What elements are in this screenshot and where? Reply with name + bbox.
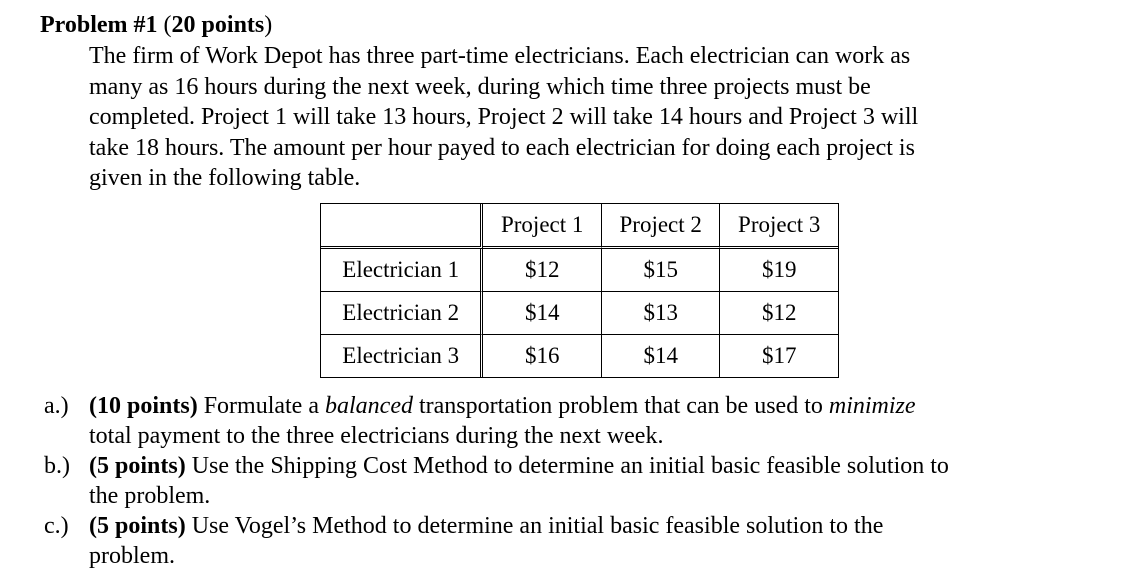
- part-a-text: transportation problem that can be used to: [412, 393, 829, 419]
- part-a: [44, 391, 949, 451]
- part-c-tag: c.): [44, 513, 69, 539]
- row-label-electrician-2: Electrician 2: [321, 292, 483, 335]
- table-cell: $12: [720, 292, 838, 335]
- part-c: [44, 511, 949, 571]
- intro-line: completed. Project 1 will take 13 hours, Project 2 will take 14 hours and Project 3 will: [89, 104, 919, 130]
- table-row: [321, 335, 838, 377]
- pay-table-container: [320, 203, 839, 378]
- part-c-line-1: [89, 511, 949, 541]
- part-a-text: Formulate a: [197, 393, 325, 419]
- part-b-line-1: [89, 451, 949, 481]
- table-corner-cell: [321, 204, 483, 249]
- table-cell: $13: [602, 292, 721, 335]
- part-b-tag: b.): [44, 453, 70, 479]
- problem-points: (20 points): [163, 12, 273, 38]
- table-header-row: [321, 204, 838, 249]
- row-label-electrician-1: Electrician 1: [321, 249, 483, 292]
- table-cell: $14: [483, 292, 602, 335]
- table-cell: $12: [483, 249, 602, 292]
- part-a-emphasis-minimize: minimize: [828, 393, 916, 419]
- part-c-line-2: problem.: [89, 543, 175, 569]
- table-cell: $19: [720, 249, 838, 292]
- intro-line: The firm of Work Depot has three part-time electricians. Each electrician can work as: [89, 43, 911, 69]
- table-cell: $15: [602, 249, 721, 292]
- table-row: [321, 249, 838, 292]
- column-header-project-2: Project 2: [602, 204, 721, 249]
- part-c-text: Use Vogel’s Method to determine an initial basic feasible solution to the: [185, 513, 884, 539]
- table-cell: $17: [761, 343, 797, 369]
- table-cell: $16: [483, 335, 602, 377]
- column-header-project-1: Project 1: [483, 204, 602, 249]
- problem-parts: [44, 391, 949, 571]
- part-a-line-2: total payment to the three electricians during the next week.: [89, 423, 664, 449]
- part-b-text: Use the Shipping Cost Method to determine an initial basic feasible solution to: [185, 453, 949, 479]
- part-a-tag: a.): [44, 393, 69, 419]
- problem-heading: [40, 10, 272, 40]
- pay-rate-table: [320, 203, 839, 378]
- problem-intro: [89, 41, 1089, 194]
- intro-line: many as 16 hours during the next week, during which time three projects must be: [89, 73, 871, 100]
- table-row: [321, 292, 838, 335]
- part-a-emphasis-balanced: balanced: [325, 393, 413, 419]
- part-b-line-2: the problem.: [89, 483, 211, 509]
- intro-line: given in the following table.: [89, 165, 361, 191]
- table-cell: $14: [602, 335, 721, 377]
- part-c-points: (5 points): [89, 513, 186, 539]
- row-label-electrician-3: Electrician 3: [321, 335, 483, 377]
- problem-points-value: 20 points: [171, 12, 265, 38]
- intro-line: take 18 hours. The amount per hour payed to each electrician for doing each project is: [89, 134, 915, 161]
- part-a-line-1: [89, 391, 949, 421]
- part-a-points: (10 points): [89, 393, 198, 419]
- column-header-project-3: Project 3: [720, 204, 838, 249]
- part-b-points: (5 points): [89, 453, 186, 479]
- part-b: [44, 451, 949, 511]
- problem-title: Problem #1: [40, 12, 158, 38]
